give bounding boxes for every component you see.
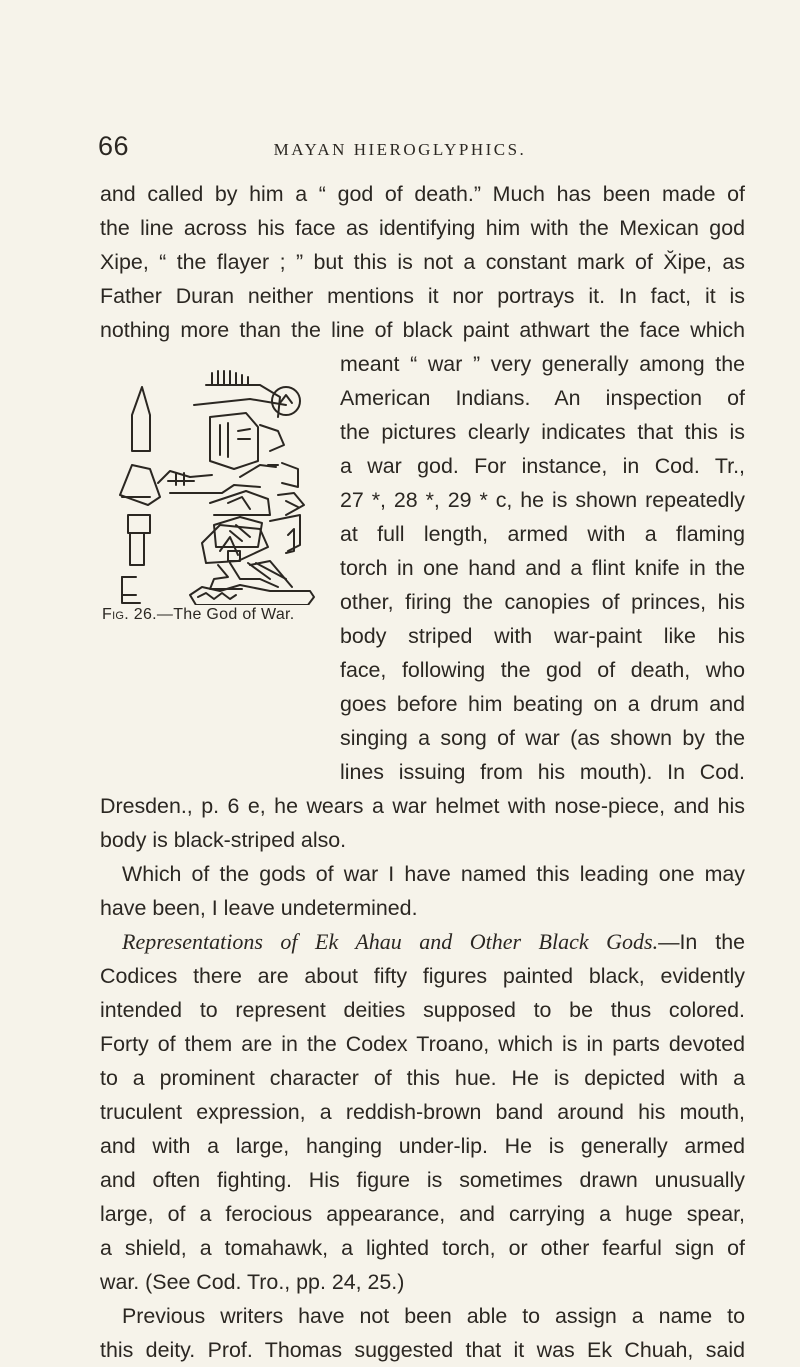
text-line: and often fighting. His figure is sometimes drawn unusually: [100, 1168, 745, 1192]
text-line: goes before him beating on a drum and: [340, 692, 745, 716]
figure-title: —The God of War.: [156, 606, 295, 623]
page-number: 66: [98, 131, 130, 161]
text-line: lines issuing from his mouth). In Cod.: [340, 760, 745, 784]
body-wrap: [340, 347, 745, 789]
section-heading: Representations of Ek Ahau and Other Black Gods.: [122, 929, 659, 954]
text-line: a shield, a tomahawk, a lighted torch, or other fearful sign of: [100, 1236, 745, 1260]
text-line: this deity. Prof. Thomas suggested that it was Ek Chuah, said: [100, 1338, 745, 1362]
text-line: Xipe, “ the flayer ; ” but this is not a constant mark of X̆ipe, as: [100, 250, 745, 274]
text-line: Forty of them are in the Codex Troano, which is in parts devoted: [100, 1032, 745, 1056]
text-line: and called by him a “ god of death.” Much has been made of: [100, 182, 745, 206]
text-line: body is black-striped also.: [100, 828, 347, 852]
text-line: a war god. For instance, in Cod. Tr.,: [340, 454, 745, 478]
body-bottom: [100, 789, 745, 1367]
text-line: Father Duran neither mentions it nor portrays it. In fact, it is: [100, 284, 745, 308]
god-of-war-figure: [110, 365, 325, 605]
section-first-line: [100, 925, 745, 959]
figure-label: Fig. 26.: [102, 606, 157, 623]
running-head: MAYAN HIEROGLYPHICS.: [273, 140, 527, 159]
text-line: meant “ war ” very generally among the: [340, 352, 745, 376]
text-line: 27 *, 28 *, 29 * c, he is shown repeatedly: [340, 488, 745, 512]
text-line: Codices there are about fifty figures painted black, evidently: [100, 964, 745, 988]
body-top: [100, 177, 745, 347]
text-line: American Indians. An inspection of: [340, 386, 745, 410]
text-line: and with a large, hanging under-lip. He is generally armed: [100, 1134, 745, 1158]
text-line: intended to represent deities supposed to be thus colored.: [100, 998, 745, 1022]
text-line: singing a song of war (as shown by the: [340, 726, 745, 750]
text-line: the pictures clearly indicates that this is: [340, 420, 745, 444]
figure-caption: [102, 606, 295, 624]
text-line: torch in one hand and a flint knife in the: [340, 556, 745, 580]
text-line: have been, I leave undetermined.: [100, 896, 418, 920]
text-line: Previous writers have not been able to assign a name to: [122, 1304, 745, 1328]
text-line: nothing more than the line of black paint athwart the face which: [100, 318, 745, 342]
text-line: large, of a ferocious appearance, and carrying a huge spear,: [100, 1202, 745, 1226]
text-line: Which of the gods of war I have named this leading one may: [122, 862, 745, 886]
text-line: Dresden., p. 6 e, he wears a war helmet with nose-piece, and his: [100, 794, 745, 818]
text-line: other, firing the canopies of princes, his: [340, 590, 745, 614]
section-first-line-rest: —In the: [658, 930, 745, 954]
text-line: the line across his face as identifying him with the Mexican god: [100, 216, 745, 240]
text-line: to a prominent character of this hue. He is depicted with a: [100, 1066, 745, 1090]
text-line: body striped with war-paint like his: [340, 624, 745, 648]
text-line: face, following the god of death, who: [340, 658, 745, 682]
text-line: truculent expression, a reddish-brown band around his mouth,: [100, 1100, 745, 1124]
text-line: war. (See Cod. Tro., pp. 24, 25.): [100, 1270, 405, 1294]
text-line: at full length, armed with a flaming: [340, 522, 745, 546]
